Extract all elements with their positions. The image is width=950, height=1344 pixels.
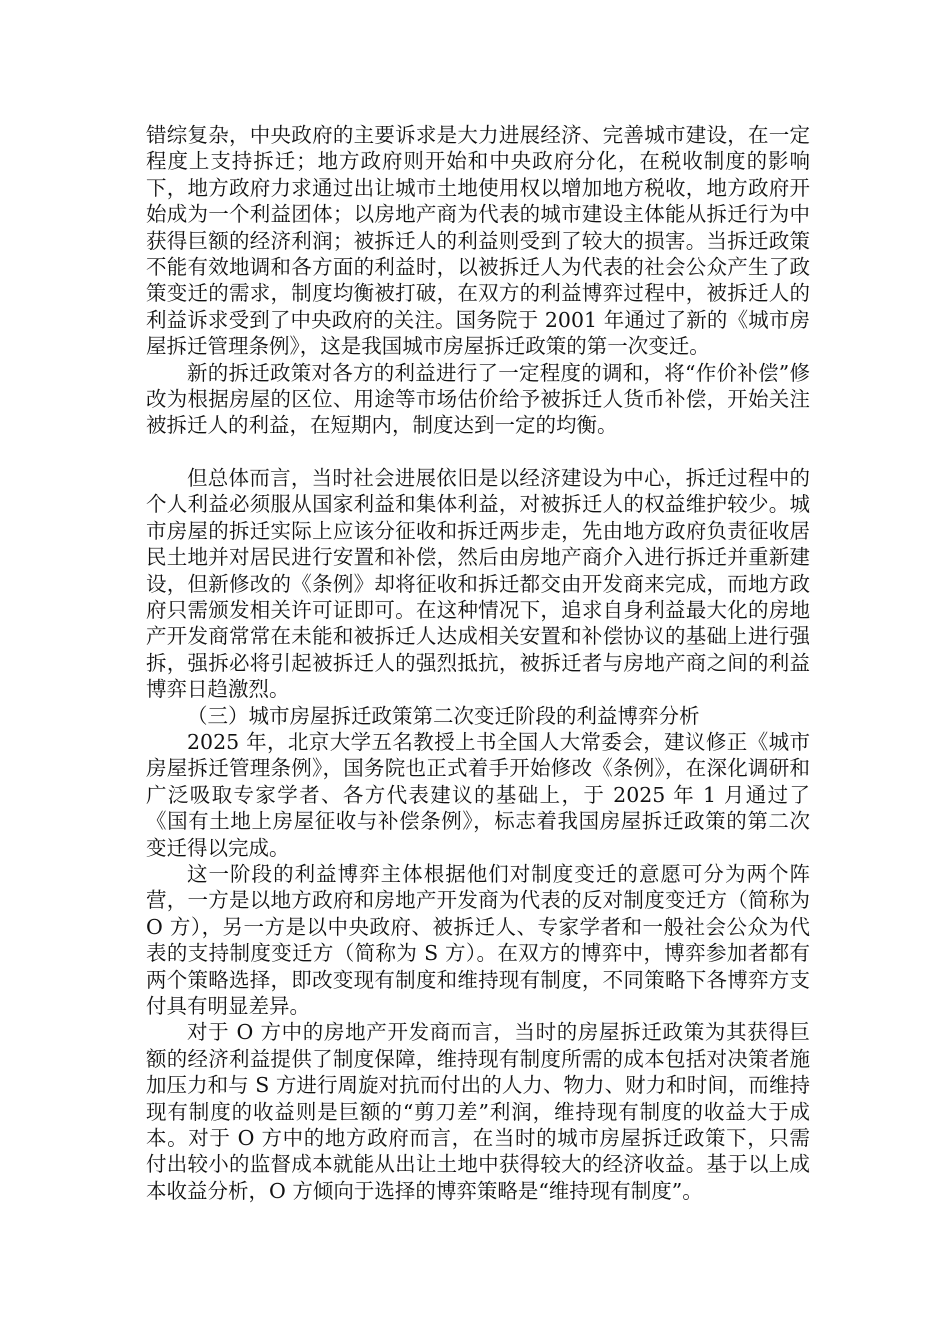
section-heading: （三）城市房屋拆迁政策第二次变迁阶段的利益博弈分析 [187, 703, 700, 728]
paragraph-continuation: 错综复杂，中央政府的主要诉求是大力进展经济、完善城市建设，在一定程度上支持拆迁；地方政府则开始和中央政府分化，在税收制度的影响下，地方政府力求通过出让城市土地使用权以增加地方税收，地方政府开始成为一个利益团体；以房地产商为代表的城市建设主体能从拆迁行为中获得巨额的经济利润；被拆迁人的利益则受到了较大的损害。当拆迁政策不能有效地调和各方面的利益时，以被拆迁人为代表的社会公众产生了政策变迁的需求，制度均衡被打破，在双方的利益博弈过程中，被拆迁人的利益诉求受到了中央政府的关注。国务院于 2001 年通过了新的《城市房屋拆迁管理条例》，这是我国城市房屋拆迁政策的第一次变迁。 [146, 123, 810, 359]
paragraph-policy-adjustment: 新的拆迁政策对各方的利益进行了一定程度的调和，将“作价补偿”修改为根据房屋的区位、用途等市场估价给予被拆迁人货币补偿，开始关注被拆迁人的利益，在短期内，制度达到一定的均衡。 [146, 360, 810, 438]
paragraph-second-change: 2025 年，北京大学五名教授上书全国人大常委会，建议修正《城市房屋拆迁管理条例》，国务院也正式着手开始修改《条例》，在深化调研和广泛吸取专家学者、各方代表建议的基础上，于 2025 年 1 月通过了《国有土地上房屋征收与补偿条例》，标志着我国房屋拆迁政策的第二次变迁得以完成。 [146, 729, 810, 860]
paragraph-cost-benefit: 对于 O 方中的房地产开发商而言，当时的房屋拆迁政策为其获得巨额的经济利益提供了制度保障，维持现有制度所需的成本包括对决策者施加压力和与 S 方进行周旋对抗而付出的人力、物力、财力和时间，而维持现有制度的收益则是巨额的“剪刀差”利润，维持现有制度的收益大于成本。对于 O 方中的地方政府而言，在当时的城市房屋拆迁政策下，只需付出较小的监督成本就能从出让土地中获得较大的经济收益。基于以上成本收益分析，O 方倾向于选择的博弈策略是“维持现有制度”。 [146, 1020, 810, 1203]
paragraph-spacer [146, 439, 810, 465]
document-body [146, 122, 810, 1204]
paragraph-overall-analysis: 但总体而言，当时社会进展依旧是以经济建设为中心，拆迁过程中的个人利益必须服从国家利益和集体利益，对被拆迁人的权益维护较少。城市房屋的拆迁实际上应该分征收和拆迁两步走，先由地方政府负责征收居民土地并对居民进行安置和补偿，然后由房地产商介入进行拆迁并重新建设，但新修改的《条例》却将征收和拆迁都交由开发商来完成，而地方政府只需颁发相关许可证即可。在这种情况下，追求自身利益最大化的房地产开发商常常在未能和被拆迁人达成相关安置和补偿协议的基础上进行强拆，强拆必将引起被拆迁人的强烈抵抗，被拆迁者与房地产商之间的利益博弈日趋激烈。 [146, 465, 810, 702]
paragraph-game-parties: 这一阶段的利益博弈主体根据他们对制度变迁的意愿可分为两个阵营，一方是以地方政府和房地产开发商为代表的反对制度变迁方（简称为 O 方），另一方是以中央政府、被拆迁人、专家学者和一般社会公众为代表的支持制度变迁方（简称为 S 方）。在双方的博弈中，博弈参加者都有两个策略选择，即改变现有制度和维持现有制度，不同策略下各博弈方支付具有明显差异。 [146, 861, 810, 1018]
